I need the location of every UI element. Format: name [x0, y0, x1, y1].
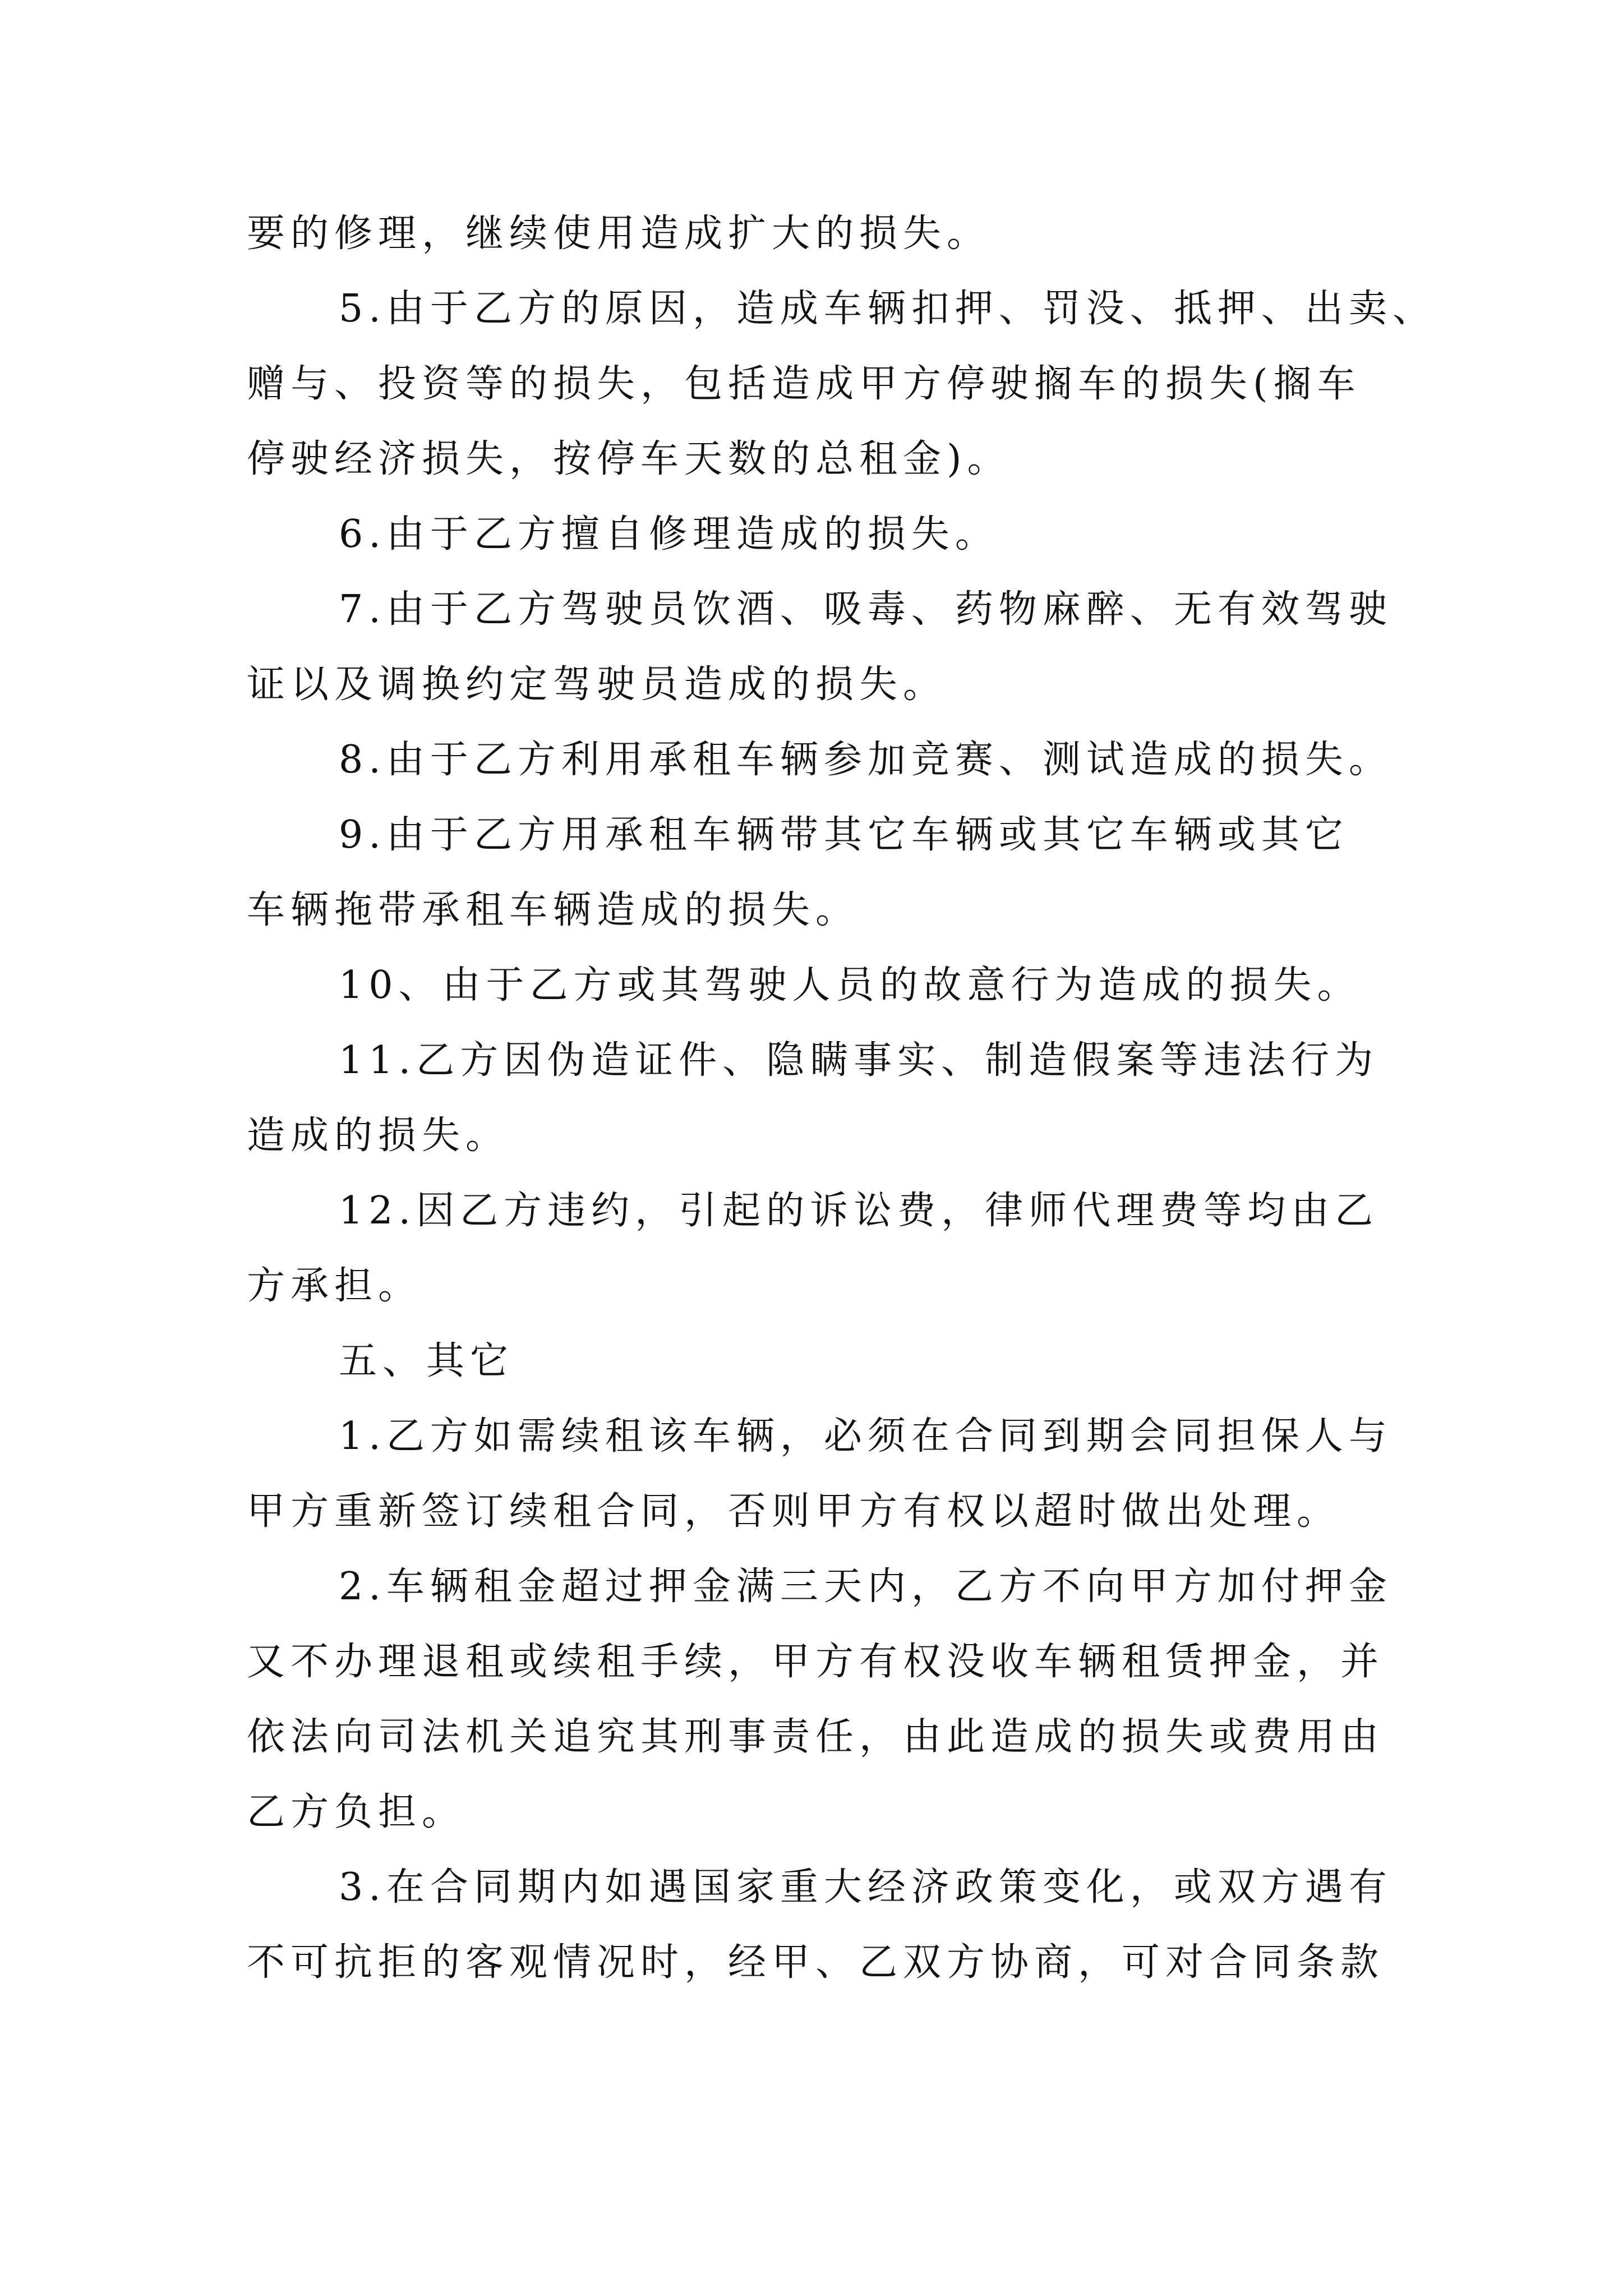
text-line: 乙方负担。	[247, 1790, 466, 1834]
text-line: 7.由于乙方驾驶员饮酒、吸毒、药物麻醉、无有效驾驶	[339, 587, 1393, 632]
text-line: 9.由于乙方用承租车辆带其它车辆或其它车辆或其它	[339, 813, 1349, 857]
text-line: 证以及调换约定驾驶员造成的损失。	[247, 662, 947, 707]
text-line: 方承担。	[247, 1264, 422, 1308]
text-line: 3.在合同期内如遇国家重大经济政策变化，或双方遇有	[339, 1865, 1393, 1910]
text-line: 11.乙方因伪造证件、隐瞒事实、制造假案等违法行为	[339, 1038, 1379, 1083]
text-line: 12.因乙方违约，引起的诉讼费，律师代理费等均由乙	[339, 1189, 1379, 1233]
text-line: 造成的损失。	[247, 1114, 510, 1158]
text-line: 依法向司法机关追究其刑事责任，由此造成的损失或费用由	[247, 1715, 1385, 1759]
text-line: 2.车辆租金超过押金满三天内，乙方不向甲方加付押金	[339, 1565, 1393, 1609]
text-line: 停驶经济损失，按停车天数的总租金)。	[247, 437, 1011, 481]
text-line: 10、由于乙方或其驾驶人员的故意行为造成的损失。	[339, 963, 1361, 1007]
text-line: 赠与、投资等的损失，包括造成甲方停驶搁车的损失(搁车	[247, 362, 1361, 406]
text-line: 又不办理退租或续租手续，甲方有权没收车辆租赁押金，并	[247, 1640, 1385, 1684]
text-line: 不可抗拒的客观情况时，经甲、乙双方协商，可对合同条款	[247, 1940, 1385, 1985]
text-line: 6.由于乙方擅自修理造成的损失。	[339, 512, 999, 556]
text-line: 甲方重新签订续租合同，否则甲方有权以超时做出处理。	[247, 1489, 1341, 1534]
text-line: 要的修理，继续使用造成扩大的损失。	[247, 211, 991, 256]
text-line: 8.由于乙方利用承租车辆参加竞赛、测试造成的损失。	[339, 738, 1393, 782]
contract-body-text	[247, 196, 1436, 2000]
section-heading: 五、其它	[339, 1339, 514, 1383]
text-line: 5.由于乙方的原因，造成车辆扣押、罚没、抵押、出卖、	[339, 287, 1436, 331]
text-line: 车辆拖带承租车辆造成的损失。	[247, 888, 860, 932]
text-line: 1.乙方如需续租该车辆，必须在合同到期会同担保人与	[339, 1414, 1393, 1458]
